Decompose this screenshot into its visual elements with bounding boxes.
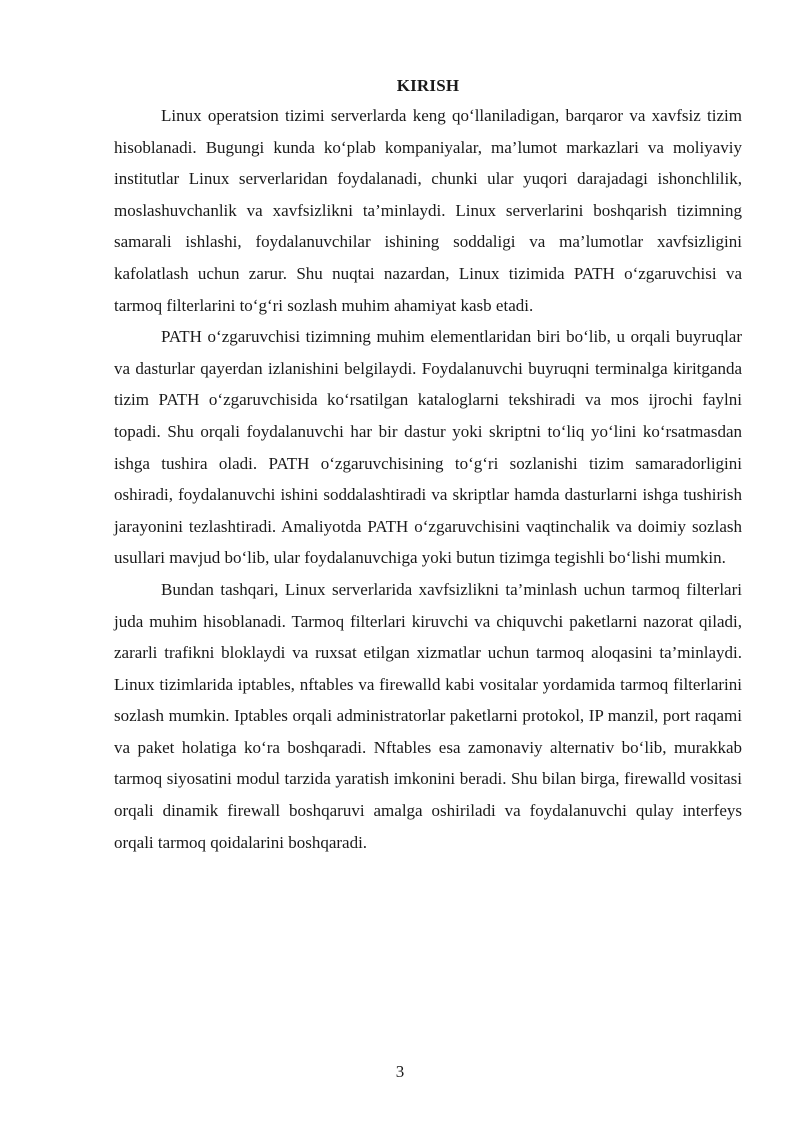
paragraph-network-filters: Bundan tashqari, Linux serverlarida xavfsizlikni ta’minlash uchun tarmoq filterlari juda muhim hisoblanadi. Tarmoq filterlari kiruvchi va chiquvchi paketlarni nazorat qiladi, zararli trafikni bloklaydi va ruxsat etilgan xizmatlar uchun tarmoq aloqasini ta’minlaydi. Linux tizimlarida iptables, nftables va firewalld kabi vositalar yordamida tarmoq filterlarini sozlash mumkin. Iptables orqali administratorlar paketlarni protokol, IP manzil, port raqami va paket holatiga ko‘ra boshqaradi. Nftables esa zamonaviy alternativ bo‘lib, murakkab tarmoq siyosatini modul tarzida yaratish imkonini beradi. Shu bilan birga, firewalld vositasi orqali dinamik firewall boshqaruvi amalga oshiriladi va foydalanuvchi qulay interfeys orqali tarmoq qoidalarini boshqaradi.	[114, 579, 742, 852]
section-heading: KIRISH	[396, 76, 460, 95]
paragraph-intro: Linux operatsion tizimi serverlarda keng qo‘llaniladigan, barqaror va xavfsiz tizim hisoblanadi. Bugungi kunda ko‘plab kompaniyalar, ma’lumot markazlari va moliyaviy institutlar Linux serverlaridan foydalanadi, chunki ular yuqori darajadagi ishonchlilik, moslashuvchanlik va xavfsizlikni ta’minlaydi. Linux serverlarini boshqarish tizimning samarali ishlashi, foydalanuvchilar ishining soddaligi va ma’lumotlar xavfsizligini kafolatlash uchun zarur. Shu nuqtai nazardan, Linux tizimida PATH o‘zgaruvchisi va tarmoq filterlarini to‘g‘ri sozlash muhim ahamiyat kasb etadi.	[114, 106, 742, 315]
paragraph-path-variable: PATH o‘zgaruvchisi tizimning muhim elementlaridan biri bo‘lib, u orqali buyruqlar va dasturlar qayerdan izlanishini belgilaydi. Foydalanuvchi buyruqni terminalga kiritganda tizim PATH o‘zgaruvchisida ko‘rsatilgan kataloglarni tekshiradi va mos ijrochi faylni topadi. Shu orqali foydalanuvchi har bir dastur yoki skriptni to‘liq yo‘lini ko‘rsatmasdan ishga tushira oladi. PATH o‘zgaruvchisining to‘g‘ri sozlanishi tizim samaradorligini oshiradi, foydalanuvchi ishini soddalashtiradi va skriptlar hamda dasturlarni ishga tushirish jarayonini tezlashtiradi. Amaliyotda PATH o‘zgaruvchisini vaqtinchalik va doimiy sozlash usullari mavjud bo‘lib, ular foydalanuvchiga yoki butun tizimga tegishli bo‘lishi mumkin.	[114, 327, 742, 568]
page-number: 3	[395, 1062, 405, 1081]
document-page	[114, 76, 742, 858]
